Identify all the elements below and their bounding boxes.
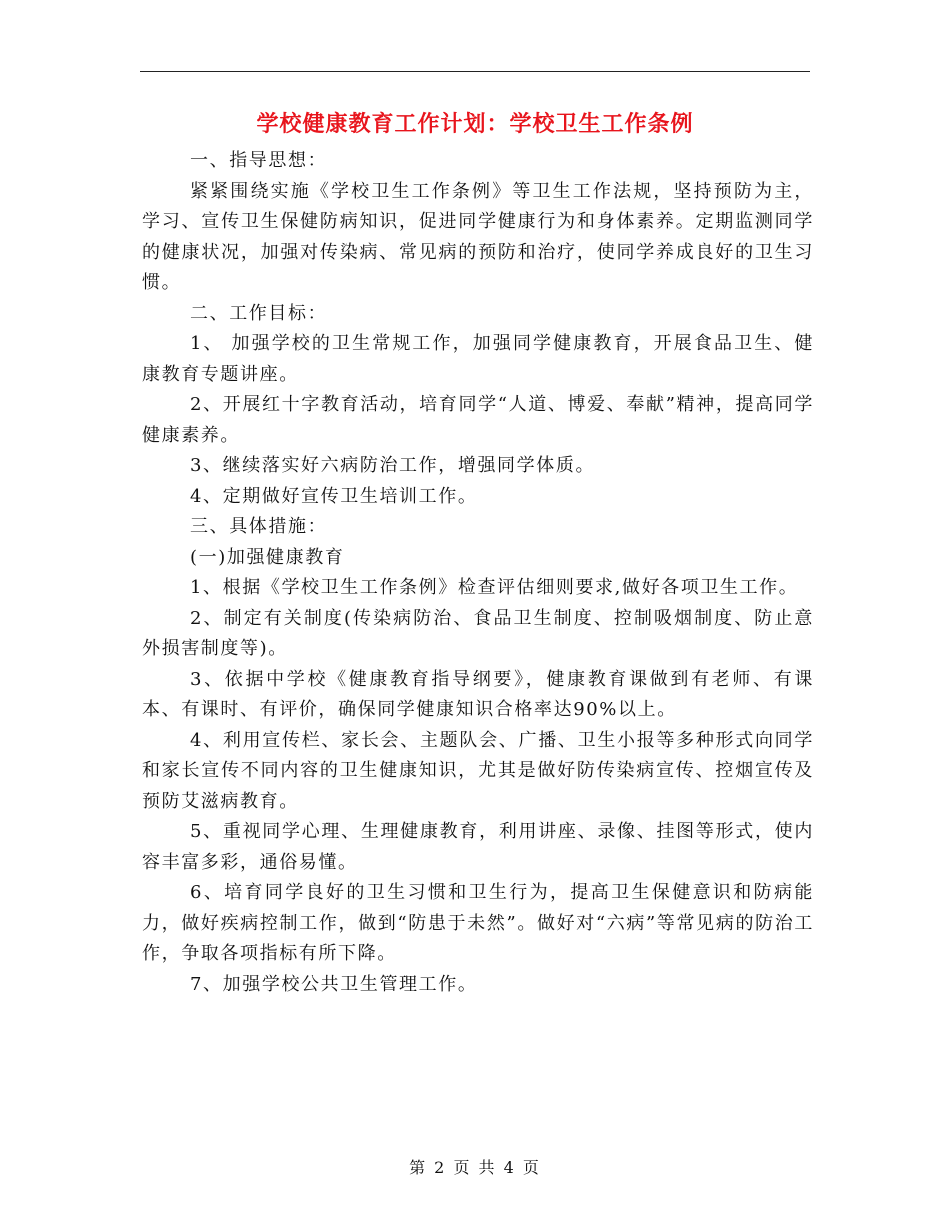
measure-item-1: 1、根据《学校卫生工作条例》检查评估细则要求,做好各项卫生工作。 [190,577,799,598]
page-footer: 第 2 页 共 4 页 [409,1158,541,1177]
goal-item-3: 3、继续落实好六病防治工作，增强同学体质。 [190,455,596,476]
goal-item-4: 4、定期做好宣传卫生培训工作。 [190,485,478,507]
document-title: 学校健康教育工作计划：学校卫生工作条例 [256,111,694,137]
paragraph-guiding-ideology: 紧紧围绕实施《学校卫生工作条例》等卫生工作法规，坚持预防为主，学习、宣传卫生保健防病知识，促进同学健康行为和身体素养。定期监测同学的健康状况，加强对传染病、常见病的预防和治疗，使同学养成良好的卫生习惯。 [142,180,814,293]
measure-item-3: 3、依据中学校《健康教育指导纲要》，健康教育课做到有老师、有课本、有课时、有评价，确保同学健康知识合格率达90%以上。 [142,668,814,720]
measure-item-7: 7、加强学校公共卫生管理工作。 [190,973,478,995]
goal-item-1: 1、 加强学校的卫生常规工作，加强同学健康教育，开展食品卫生、健康教育专题讲座。 [142,333,814,385]
section-heading-measures: 三、具体措施： [190,516,328,537]
subsection-heading-health-education: (一)加强健康教育 [190,546,345,568]
header-rule [140,71,810,72]
document-body [142,146,814,1000]
section-heading-work-goals: 二、工作目标： [190,302,328,324]
measure-item-4: 4、利用宣传栏、家长会、主题队会、广播、卫生小报等多种形式向同学和家长宣传不同内容的卫生健康知识，尤其是做好防传染病宣传、控烟宣传及预防艾滋病教育。 [142,729,814,812]
measure-item-5: 5、重视同学心理、生理健康教育，利用讲座、录像、挂图等形式，使内容丰富多彩，通俗易懂。 [142,821,814,873]
measure-item-2: 2、制定有关制度(传染病防治、食品卫生制度、控制吸烟制度、防止意外损害制度等)。 [142,607,814,659]
measure-item-6: 6、培育同学良好的卫生习惯和卫生行为，提高卫生保健意识和防病能力，做好疾病控制工作，做到“防患于未然”。做好对“六病”等常见病的防治工作，争取各项指标有所下降。 [142,882,814,964]
goal-item-2: 2、开展红十字教育活动，培育同学“人道、博爱、奉献”精神，提高同学健康素养。 [142,394,814,446]
section-heading-guiding-ideology: 一、指导思想： [190,150,328,171]
